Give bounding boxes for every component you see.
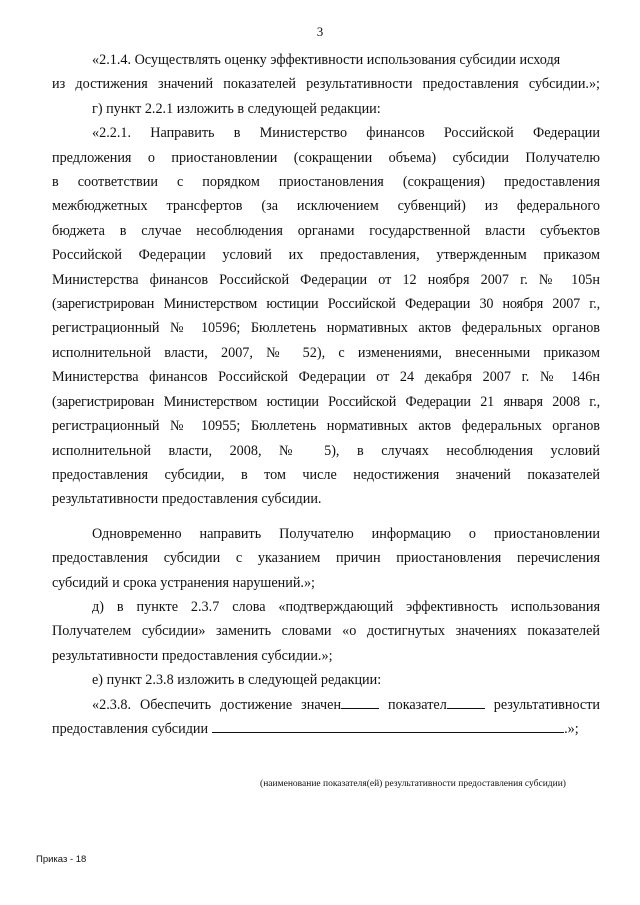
item-d-line-3: результативности предоставления субсидии.»; xyxy=(52,647,333,664)
paragraph-2-3-8-line-2 xyxy=(52,717,600,741)
paragraph-2-3-8-text-a: «2.3.8. Обеспечить достижение значен xyxy=(92,696,342,713)
page-number: 3 xyxy=(316,24,324,39)
paragraph-2-2-1-line-1: «2.2.1. Направить в Министерство финансов Российской Федерации xyxy=(92,125,600,142)
value-blank xyxy=(341,696,379,709)
item-g-line: г) пункт 2.2.1 изложить в следующей редакции: xyxy=(92,100,381,117)
paragraph-2-2-1-line-14: исполнительной власти, 2008, № 5), в случаях несоблюдения условий xyxy=(52,442,600,459)
paragraph-2-2-1-line-4: межбюджетных трансфертов (за исключением субвенций) из федерального xyxy=(52,198,600,215)
paragraph-simultaneously-line-3: субсидий и срока устранения нарушений.»; xyxy=(52,574,315,591)
paragraph-2-2-1-line-11: Министерства финансов Российской Федерации от 24 декабря 2007 г. № 146н xyxy=(52,369,600,386)
indicator-name-blank xyxy=(212,720,564,733)
paragraph-2-2-1-line-12: (зарегистрирован Министерством юстиции Российской Федерации 21 января 2008 г., xyxy=(52,393,600,410)
paragraph-2-2-1-line-15: предоставления субсидии, в том числе недостижения значений показателей xyxy=(52,466,600,483)
paragraph-2-2-1-line-10: исполнительной власти, 2007, № 52), с изменениями, внесенными приказом xyxy=(52,344,600,361)
indicator-blank xyxy=(447,696,485,709)
footer-order-number: Приказ - 18 xyxy=(36,854,87,865)
paragraph-2-3-8-text-b: показател xyxy=(379,696,447,713)
paragraph-simultaneously-line-2: предоставления субсидии с указанием причин приостановления перечисления xyxy=(52,550,600,567)
paragraph-2-3-8-text-c: результативности xyxy=(484,696,601,713)
paragraph-2-2-1-line-3: в соответствии с порядком приостановления (сокращения) предоставления xyxy=(52,174,600,191)
paragraph-2-2-1-line-9: регистрационный № 10596; Бюллетень нормативных актов федеральных органов xyxy=(52,320,600,337)
indicator-name-caption: (наименование показателя(ей) результативности предоставления субсидии) xyxy=(260,779,566,789)
paragraph-2-2-1-line-7: Министерства финансов Российской Федерации от 12 ноября 2007 г. № 105н xyxy=(52,271,600,288)
item-e-line: е) пункт 2.3.8 изложить в следующей редакции: xyxy=(92,672,382,689)
document-body xyxy=(52,48,600,741)
paragraph-2-2-1-line-2: предложения о приостановлении (сокращении объема) субсидии Получателю xyxy=(52,149,600,166)
paragraph-2-3-8-text-d: предоставления субсидии xyxy=(52,720,209,737)
item-d-line-2: Получателем субсидии» заменить словами «о достигнутых значениях показателей xyxy=(52,623,600,640)
paragraph-2-3-8-line-1 xyxy=(52,693,600,717)
paragraph-2-1-4-line-1: «2.1.4. Осуществлять оценку эффективности использования субсидии исходя xyxy=(92,52,561,68)
paragraph-2-1-4-line-2: из достижения значений показателей результативности предоставления субсидии.»; xyxy=(52,76,600,93)
paragraph-2-2-1-line-8: (зарегистрирован Министерством юстиции Российской Федерации 30 ноября 2007 г., xyxy=(52,296,600,313)
paragraph-2-2-1-line-16: результативности предоставления субсидии. xyxy=(52,491,322,508)
paragraph-2-3-8-text-e: .»; xyxy=(564,720,579,737)
item-d-line-1: д) в пункте 2.3.7 слова «подтверждающий эффективность использования xyxy=(92,598,600,615)
paragraph-2-2-1-line-6: Российской Федерации условий их предоставления, утвержденным приказом xyxy=(52,247,600,264)
paragraph-simultaneously-line-1: Одновременно направить Получателю информацию о приостановлении xyxy=(92,525,600,542)
paragraph-2-2-1-line-13: регистрационный № 10955; Бюллетень нормативных актов федеральных органов xyxy=(52,418,600,435)
paragraph-2-2-1-line-5: бюджета в случае несоблюдения органами государственной власти субъектов xyxy=(52,222,600,239)
